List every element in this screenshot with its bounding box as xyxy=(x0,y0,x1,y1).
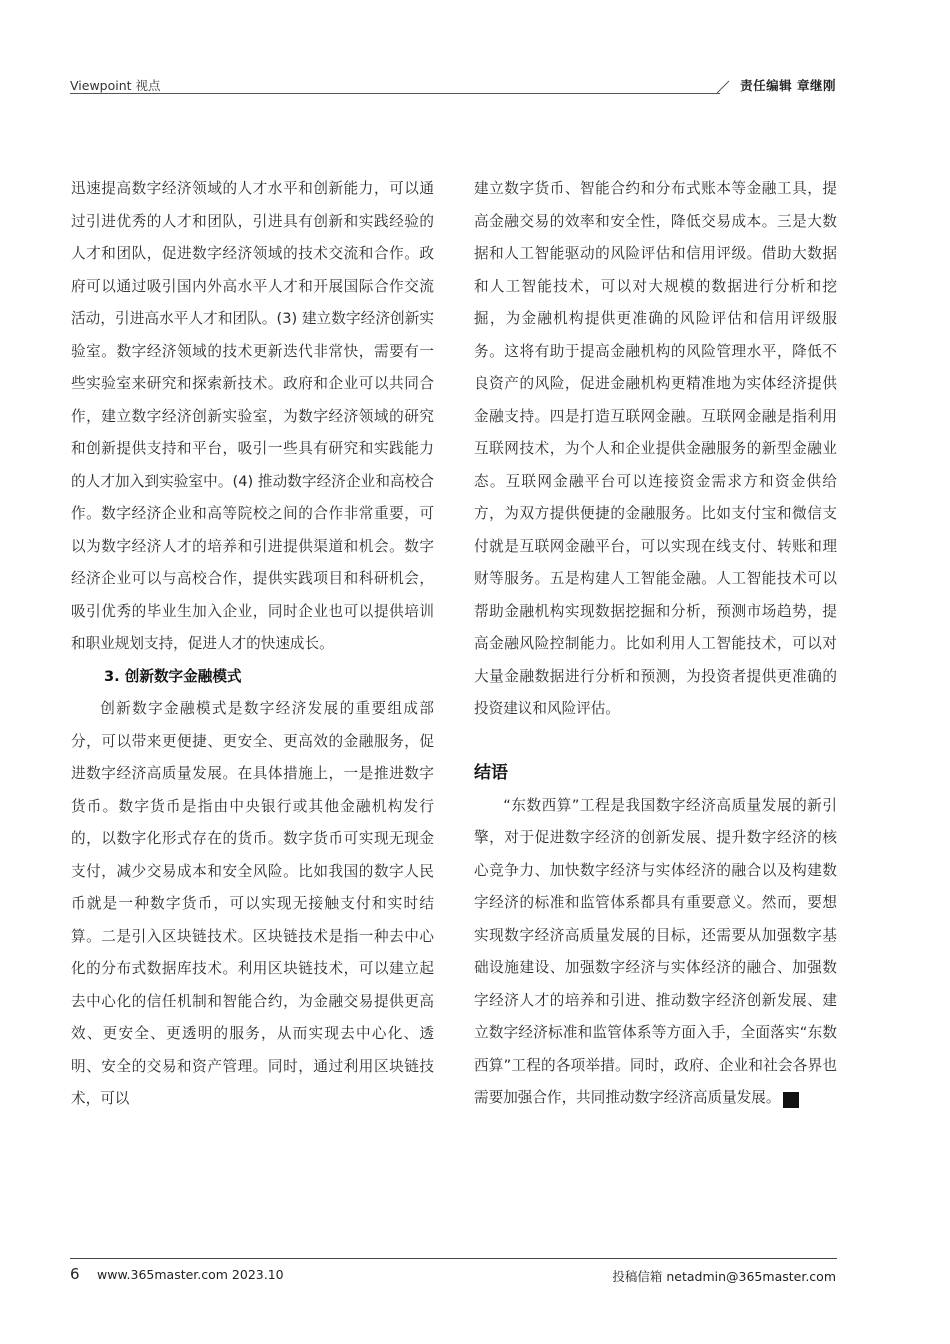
paragraph-conclusion xyxy=(474,790,837,1115)
header-editor: 责任编辑 章继刚 xyxy=(740,78,836,93)
footer-rule xyxy=(70,1258,837,1259)
footer-contact-email: 投稿信箱 netadmin@365master.com xyxy=(612,1269,836,1284)
section-title-conclusion: 结语 xyxy=(474,762,508,783)
footer-website: www.365master.com 2023.10 xyxy=(97,1267,284,1282)
header-section-label: Viewpoint 视点 xyxy=(70,78,161,93)
paragraph-digital-finance: 创新数字金融模式是数字经济发展的重要组成部分，可以带来更便捷、更安全、更高效的金融服务，促进数字经济高质量发展。在具体措施上，一是推进数字货币。数字货币是指由中央银行或其他金融机构发行的，以数字化形式存在的货币。数字货币可实现无现金支付，减少交易成本和安全风险。比如我国的数字人民币就是一种数字货币，可以实现无接触支付和实时结算。二是引入区块链技术。区块链技术是指一种去中心化的分布式数据库技术。利用区块链技术，可以建立起去中心化的信任机制和智能合约，为金融交易提供更高效、更安全、更透明的服务，从而实现去中心化、透明、安全的交易和资产管理。同时，通过利用区块链技术，可以 xyxy=(71,700,434,1107)
header-divider-slash xyxy=(716,80,730,94)
paragraph-finance-continued: 建立数字货币、智能合约和分布式账本等金融工具，提高金融交易的效率和安全性，降低交易成本。三是大数据和人工智能驱动的风险评估和信用评级。借助大数据和人工智能技术，可以对大规模的数据进行分析和挖掘，为金融机构提供更准确的风险评估和信用评级服务。这将有助于提高金融机构的风险管理水平，降低不良资产的风险，促进金融机构更精准地为实体经济提供金融支持。四是打造互联网金融。互联网金融是指利用互联网技术，为个人和企业提供金融服务的新型金融业态。互联网金融平台可以连接资金需求方和资金供给方，为双方提供便捷的金融服务。比如支付宝和微信支付就是互联网金融平台，可以实现在线支付、转账和理财等服务。五是构建人工智能金融。人工智能技术可以帮助金融机构实现数据挖掘和分析，预测市场趋势，提高金融风险控制能力。比如利用人工智能技术，可以对大量金融数据进行分析和预测，为投资者提供更准确的投资建议和风险评估。 xyxy=(474,180,837,717)
page-number: 6 xyxy=(70,1265,80,1283)
right-column xyxy=(474,173,837,1115)
paragraph-talent: 迅速提高数字经济领域的人才水平和创新能力，可以通过引进优秀的人才和团队，引进具有创新和实践经验的人才和团队，促进数字经济领域的技术交流和合作。政府可以通过吸引国内外高水平人才和开展国际合作交流活动，引进高水平人才和团队。(3) 建立数字经济创新实验室。数字经济领域的技术更新迭代非常快，需要有一些实验室来研究和探索新技术。政府和企业可以共同合作，建立数字经济创新实验室，为数字经济领域的研究和创新提供支持和平台，吸引一些具有研究和实践能力的人才加入到实验室中。(4) 推动数字经济企业和高校合作。数字经济企业和高等院校之间的合作非常重要，可以为数字经济人才的培养和引进提供渠道和机会。数字经济企业可以与高校合作，提供实践项目和科研机会，吸引优秀的毕业生加入企业，同时企业也可以提供培训和职业规划支持，促进人才的快速成长。 xyxy=(71,180,434,652)
subheading-digital-finance: 3. 创新数字金融模式 xyxy=(104,667,242,685)
end-of-article-icon: N xyxy=(783,1092,799,1108)
conclusion-text: “东数西算”工程是我国数字经济高质量发展的新引擎，对于促进数字经济的创新发展、提升数字经济的核心竞争力、加快数字经济与实体经济的融合以及构建数字经济的标准和监管体系都具有重要意义。然而，要想实现数字经济高质量发展的目标，还需要从加强数字基础设施建设、加强数字经济与实体经济的融合、加强数字经济人才的培养和引进、推动数字经济创新发展、建立数字经济标准和监管体系等方面入手，全面落实“东数西算”工程的各项举措。同时，政府、企业和社会各界也需要加强合作，共同推动数字经济高质量发展。 xyxy=(474,796,837,1106)
header-rule xyxy=(70,93,720,94)
left-column xyxy=(71,173,434,1116)
